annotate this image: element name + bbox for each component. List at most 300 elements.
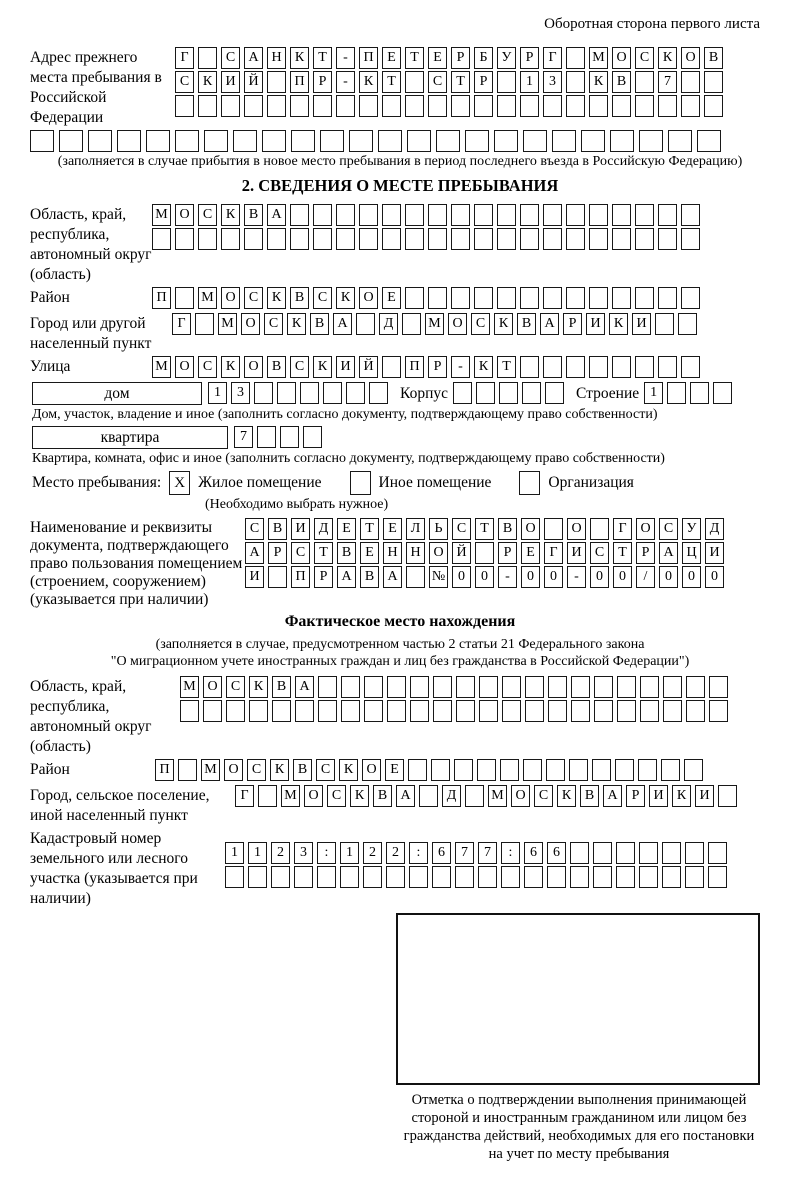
char-box: 6 bbox=[524, 842, 543, 864]
char-box: 0 bbox=[544, 566, 563, 588]
char-box: О bbox=[241, 313, 260, 335]
char-box bbox=[685, 842, 704, 864]
char-box: Ь bbox=[429, 518, 448, 540]
char-box bbox=[336, 228, 355, 250]
char-box: О bbox=[429, 542, 448, 564]
char-box: С bbox=[313, 287, 332, 309]
char-box bbox=[548, 676, 567, 698]
char-box bbox=[544, 518, 563, 540]
char-box: С bbox=[175, 71, 194, 93]
char-box: О bbox=[175, 356, 194, 378]
char-box: С bbox=[635, 47, 654, 69]
char-box bbox=[478, 866, 497, 888]
char-box bbox=[323, 382, 342, 404]
char-box: 1 bbox=[340, 842, 359, 864]
stroenie-label: Строение bbox=[576, 385, 640, 402]
char-box: С bbox=[264, 313, 283, 335]
char-box bbox=[350, 471, 371, 495]
char-box bbox=[543, 228, 562, 250]
prev-address-row-1 bbox=[175, 47, 770, 69]
char-box bbox=[566, 287, 585, 309]
char-box: Д bbox=[705, 518, 724, 540]
char-box: О bbox=[224, 759, 243, 781]
char-box bbox=[635, 287, 654, 309]
char-box: А bbox=[659, 542, 678, 564]
char-box: 3 bbox=[231, 382, 250, 404]
char-box bbox=[455, 866, 474, 888]
char-box bbox=[291, 130, 315, 152]
char-box bbox=[681, 71, 700, 93]
organization-checkbox bbox=[519, 471, 540, 495]
char-box: И bbox=[695, 785, 714, 807]
char-box: Т bbox=[382, 71, 401, 93]
char-box: 2 bbox=[363, 842, 382, 864]
actual-settlement-label: Город, сельское поселение, иной населенный пункт bbox=[30, 787, 210, 824]
char-box bbox=[382, 95, 401, 117]
char-box: К bbox=[589, 71, 608, 93]
char-box bbox=[502, 700, 521, 722]
char-box: 6 bbox=[432, 842, 451, 864]
char-box: И bbox=[221, 71, 240, 93]
char-box bbox=[405, 95, 424, 117]
char-box bbox=[198, 228, 217, 250]
char-box: Т bbox=[451, 71, 470, 93]
apartment-number-boxes bbox=[234, 426, 326, 448]
ownership-document-field bbox=[30, 518, 770, 609]
char-box bbox=[359, 204, 378, 226]
stamp-caption: Отметка о подтверждении выполнения принимающей стороной и иностранным гражданином или лицом без гражданства действий, необходимых для его постановки на учет по месту пребывания bbox=[403, 1092, 755, 1162]
char-box bbox=[382, 228, 401, 250]
char-box: С bbox=[198, 356, 217, 378]
char-box bbox=[543, 356, 562, 378]
char-box bbox=[704, 95, 723, 117]
char-box bbox=[708, 842, 727, 864]
char-box bbox=[249, 700, 268, 722]
char-box bbox=[548, 700, 567, 722]
char-box: Е bbox=[337, 518, 356, 540]
prev-address-label: Адрес прежнего места пребывания в Российской Федерации bbox=[30, 49, 162, 126]
char-box: Е bbox=[428, 47, 447, 69]
char-box: - bbox=[451, 356, 470, 378]
char-box: Р bbox=[428, 356, 447, 378]
char-box bbox=[662, 866, 681, 888]
actual-region-row-1 bbox=[180, 676, 770, 698]
other-premises-checkbox bbox=[350, 471, 371, 495]
char-box: О bbox=[175, 204, 194, 226]
char-box: И bbox=[632, 313, 651, 335]
char-box: 0 bbox=[705, 566, 724, 588]
char-box: С bbox=[198, 204, 217, 226]
char-box bbox=[300, 382, 319, 404]
char-box bbox=[313, 228, 332, 250]
char-box: К bbox=[609, 313, 628, 335]
char-box bbox=[419, 785, 438, 807]
char-box bbox=[681, 287, 700, 309]
char-box bbox=[678, 313, 697, 335]
char-box bbox=[566, 95, 585, 117]
stamp-box bbox=[396, 913, 760, 1085]
char-box: М bbox=[218, 313, 237, 335]
char-box: М bbox=[152, 204, 171, 226]
char-box: К bbox=[221, 356, 240, 378]
char-box: Л bbox=[406, 518, 425, 540]
char-box bbox=[658, 204, 677, 226]
char-box bbox=[405, 287, 424, 309]
char-box bbox=[117, 130, 141, 152]
char-box bbox=[451, 287, 470, 309]
char-box bbox=[318, 676, 337, 698]
char-box bbox=[709, 676, 728, 698]
char-box: 0 bbox=[590, 566, 609, 588]
char-box: В bbox=[244, 204, 263, 226]
char-box bbox=[474, 204, 493, 226]
char-box: В bbox=[498, 518, 517, 540]
char-box bbox=[569, 759, 588, 781]
char-box bbox=[501, 866, 520, 888]
char-box: А bbox=[337, 566, 356, 588]
char-box: Р bbox=[626, 785, 645, 807]
char-box bbox=[451, 204, 470, 226]
char-box bbox=[476, 382, 495, 404]
char-box bbox=[635, 228, 654, 250]
char-box bbox=[433, 700, 452, 722]
char-box bbox=[382, 356, 401, 378]
char-box bbox=[713, 382, 732, 404]
char-box: К bbox=[287, 313, 306, 335]
house-type-box: дом bbox=[32, 382, 202, 405]
char-box bbox=[221, 95, 240, 117]
char-box bbox=[280, 426, 299, 448]
char-box bbox=[612, 287, 631, 309]
char-box bbox=[364, 700, 383, 722]
char-box: К bbox=[557, 785, 576, 807]
char-box bbox=[545, 382, 564, 404]
char-box: К bbox=[658, 47, 677, 69]
char-box: 2 bbox=[386, 842, 405, 864]
char-box bbox=[454, 759, 473, 781]
char-box: Т bbox=[497, 356, 516, 378]
char-box: : bbox=[317, 842, 336, 864]
char-box bbox=[428, 95, 447, 117]
char-box bbox=[681, 204, 700, 226]
char-box: В bbox=[612, 71, 631, 93]
char-box: С bbox=[590, 542, 609, 564]
char-box bbox=[704, 71, 723, 93]
char-box bbox=[88, 130, 112, 152]
char-box: Ц bbox=[682, 542, 701, 564]
char-box: С bbox=[534, 785, 553, 807]
char-box: Г bbox=[175, 47, 194, 69]
char-box bbox=[479, 676, 498, 698]
char-box bbox=[497, 95, 516, 117]
char-box bbox=[195, 313, 214, 335]
char-box bbox=[198, 95, 217, 117]
residential-label: Жилое помещение bbox=[198, 474, 322, 491]
actual-settlement-field bbox=[30, 785, 770, 826]
stay-type-row bbox=[32, 471, 770, 495]
char-box bbox=[175, 130, 199, 152]
char-box: А bbox=[383, 566, 402, 588]
actual-district-field bbox=[30, 759, 770, 783]
char-box bbox=[313, 204, 332, 226]
char-box bbox=[262, 130, 286, 152]
char-box bbox=[408, 759, 427, 781]
char-box bbox=[294, 866, 313, 888]
char-box: 1 bbox=[520, 71, 539, 93]
char-box bbox=[543, 204, 562, 226]
char-box: 0 bbox=[659, 566, 678, 588]
char-box bbox=[175, 95, 194, 117]
char-box bbox=[175, 287, 194, 309]
char-box: К bbox=[336, 287, 355, 309]
ownership-document-row-1 bbox=[245, 518, 770, 540]
char-box bbox=[474, 228, 493, 250]
char-box bbox=[519, 471, 540, 495]
char-box: А bbox=[267, 204, 286, 226]
char-box: - bbox=[336, 47, 355, 69]
char-box bbox=[290, 204, 309, 226]
char-box bbox=[465, 785, 484, 807]
stamp-area bbox=[396, 913, 762, 1163]
char-box bbox=[258, 785, 277, 807]
char-box: К bbox=[221, 204, 240, 226]
char-box bbox=[639, 866, 658, 888]
char-box bbox=[571, 700, 590, 722]
char-box: : bbox=[501, 842, 520, 864]
char-box: Т bbox=[475, 518, 494, 540]
char-box: Р bbox=[314, 566, 333, 588]
char-box bbox=[617, 676, 636, 698]
char-box: С bbox=[659, 518, 678, 540]
char-box bbox=[635, 356, 654, 378]
char-box bbox=[359, 228, 378, 250]
char-box bbox=[615, 759, 634, 781]
char-box bbox=[431, 759, 450, 781]
char-box bbox=[635, 95, 654, 117]
char-box bbox=[382, 204, 401, 226]
char-box bbox=[612, 228, 631, 250]
page-side-note: Оборотная сторона первого листа bbox=[544, 16, 760, 32]
char-box bbox=[267, 228, 286, 250]
char-box: К bbox=[270, 759, 289, 781]
char-box: П bbox=[155, 759, 174, 781]
char-box bbox=[244, 228, 263, 250]
char-box: В bbox=[272, 676, 291, 698]
char-box bbox=[520, 95, 539, 117]
char-box: Р bbox=[313, 71, 332, 93]
char-box bbox=[59, 130, 83, 152]
char-box: И bbox=[649, 785, 668, 807]
char-box: О bbox=[567, 518, 586, 540]
char-box bbox=[303, 426, 322, 448]
char-box bbox=[406, 566, 425, 588]
char-box bbox=[640, 700, 659, 722]
char-box bbox=[589, 356, 608, 378]
char-box bbox=[433, 676, 452, 698]
char-box bbox=[428, 228, 447, 250]
char-box: К bbox=[359, 71, 378, 93]
char-box bbox=[589, 287, 608, 309]
char-box bbox=[663, 700, 682, 722]
char-box: Н bbox=[383, 542, 402, 564]
char-box: О bbox=[521, 518, 540, 540]
char-box: М bbox=[488, 785, 507, 807]
char-box bbox=[453, 382, 472, 404]
char-box bbox=[499, 382, 518, 404]
char-box bbox=[612, 204, 631, 226]
other-premises-label: Иное помещение bbox=[378, 474, 492, 491]
char-box bbox=[336, 95, 355, 117]
char-box: О bbox=[203, 676, 222, 698]
char-box: А bbox=[540, 313, 559, 335]
char-box bbox=[387, 676, 406, 698]
char-box bbox=[221, 228, 240, 250]
char-box bbox=[686, 700, 705, 722]
char-box: Г bbox=[544, 542, 563, 564]
char-box bbox=[589, 228, 608, 250]
char-box: 2 bbox=[271, 842, 290, 864]
cadastral-row-1 bbox=[225, 842, 770, 864]
char-box bbox=[359, 95, 378, 117]
char-box bbox=[363, 866, 382, 888]
char-box bbox=[233, 130, 257, 152]
char-box bbox=[178, 759, 197, 781]
char-box bbox=[428, 287, 447, 309]
char-box bbox=[497, 204, 516, 226]
char-box: И bbox=[245, 566, 264, 588]
char-box: Е bbox=[382, 287, 401, 309]
prev-address-row-2 bbox=[175, 71, 770, 93]
region-row-1 bbox=[152, 204, 770, 226]
actual-region-field bbox=[30, 676, 770, 757]
char-box: С bbox=[428, 71, 447, 93]
char-box: К bbox=[198, 71, 217, 93]
char-box: М bbox=[281, 785, 300, 807]
char-box bbox=[681, 228, 700, 250]
char-box: В bbox=[293, 759, 312, 781]
char-box bbox=[479, 700, 498, 722]
char-box: В bbox=[580, 785, 599, 807]
char-box bbox=[570, 866, 589, 888]
char-box: В bbox=[704, 47, 723, 69]
city-field bbox=[30, 313, 770, 354]
char-box: И bbox=[336, 356, 355, 378]
char-box bbox=[180, 700, 199, 722]
char-box: Г bbox=[613, 518, 632, 540]
char-box: Т bbox=[405, 47, 424, 69]
char-box bbox=[612, 356, 631, 378]
char-box bbox=[589, 204, 608, 226]
char-box: Г bbox=[543, 47, 562, 69]
char-box: В bbox=[268, 518, 287, 540]
char-box: М bbox=[201, 759, 220, 781]
char-box: К bbox=[267, 287, 286, 309]
char-box bbox=[474, 95, 493, 117]
char-box: О bbox=[362, 759, 381, 781]
char-box: И bbox=[291, 518, 310, 540]
apartment-type-box: квартира bbox=[32, 426, 228, 449]
stay-type-hint: (Необходимо выбрать нужное) bbox=[205, 497, 389, 512]
char-box: Р bbox=[474, 71, 493, 93]
char-box bbox=[271, 866, 290, 888]
char-box bbox=[520, 356, 539, 378]
char-box: Й bbox=[359, 356, 378, 378]
char-box bbox=[616, 842, 635, 864]
char-box bbox=[681, 95, 700, 117]
korpus-boxes bbox=[453, 382, 568, 404]
char-box bbox=[661, 759, 680, 781]
district-label: Район bbox=[30, 289, 70, 306]
char-box: 0 bbox=[682, 566, 701, 588]
char-box: О bbox=[636, 518, 655, 540]
char-box: С bbox=[471, 313, 490, 335]
char-box: В bbox=[517, 313, 536, 335]
char-box: Е bbox=[382, 47, 401, 69]
char-box bbox=[594, 676, 613, 698]
char-box: Т bbox=[360, 518, 379, 540]
char-box: У bbox=[497, 47, 516, 69]
char-box: С bbox=[291, 542, 310, 564]
char-box bbox=[589, 95, 608, 117]
cadastral-label: Кадастровый номер земельного или лесного участка (указывается при наличии) bbox=[30, 830, 198, 907]
char-box: Р bbox=[563, 313, 582, 335]
char-box bbox=[635, 71, 654, 93]
char-box: П bbox=[359, 47, 378, 69]
char-box: К bbox=[313, 356, 332, 378]
char-box bbox=[658, 356, 677, 378]
region-field bbox=[30, 204, 770, 285]
char-box bbox=[658, 95, 677, 117]
char-box bbox=[387, 700, 406, 722]
actual-location-caption-line-2: "О миграционном учете иностранных граждан и лиц без гражданства в Российской Федерации") bbox=[110, 654, 690, 669]
char-box bbox=[543, 287, 562, 309]
organization-label: Организация bbox=[548, 474, 634, 491]
char-box: О bbox=[359, 287, 378, 309]
char-box bbox=[497, 228, 516, 250]
char-box bbox=[639, 130, 663, 152]
char-box: 0 bbox=[452, 566, 471, 588]
char-box: 1 bbox=[248, 842, 267, 864]
district-row bbox=[152, 287, 770, 309]
char-box: Е bbox=[360, 542, 379, 564]
street-field bbox=[30, 356, 770, 380]
char-box: Д bbox=[442, 785, 461, 807]
char-box bbox=[341, 700, 360, 722]
char-box: А bbox=[333, 313, 352, 335]
char-box bbox=[340, 866, 359, 888]
char-box: А bbox=[295, 676, 314, 698]
char-box bbox=[290, 95, 309, 117]
stroenie-boxes bbox=[644, 382, 736, 404]
actual-location-caption-line-1: (заполняется в случае, предусмотренном частью 2 статьи 21 Федерального закона bbox=[155, 637, 645, 652]
char-box bbox=[616, 866, 635, 888]
char-box: К bbox=[474, 356, 493, 378]
char-box bbox=[500, 759, 519, 781]
char-box bbox=[30, 130, 54, 152]
char-box bbox=[320, 130, 344, 152]
actual-region-label: Область, край, республика, автономный округ (область) bbox=[30, 678, 152, 755]
char-box bbox=[341, 676, 360, 698]
district-field bbox=[30, 287, 770, 311]
char-box: Б bbox=[474, 47, 493, 69]
char-box: Г bbox=[235, 785, 254, 807]
char-box: А bbox=[603, 785, 622, 807]
korpus-label: Корпус bbox=[400, 385, 448, 402]
char-box: Й bbox=[452, 542, 471, 564]
char-box: Е bbox=[383, 518, 402, 540]
char-box: У bbox=[682, 518, 701, 540]
char-box bbox=[520, 287, 539, 309]
